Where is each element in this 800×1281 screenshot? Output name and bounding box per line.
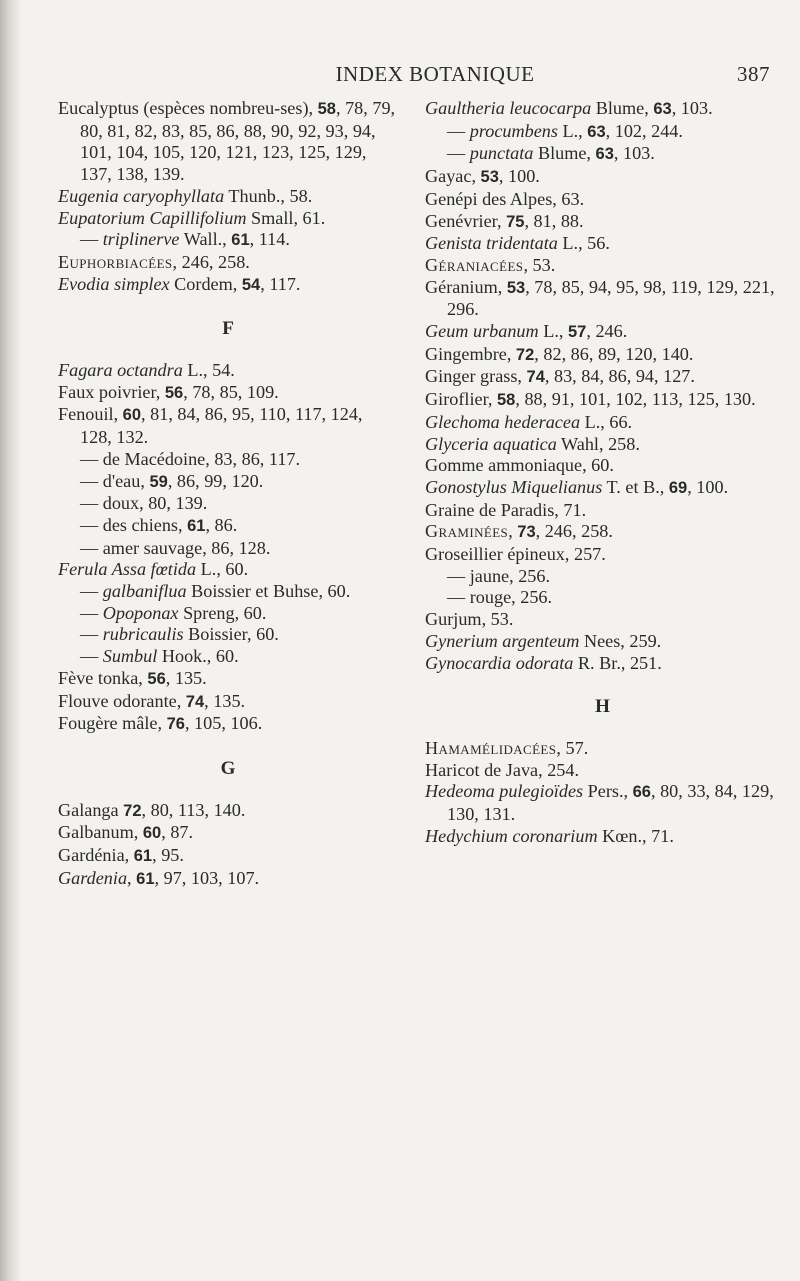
index-subentry: — amer sauvage, 86, 128. — [80, 537, 271, 558]
index-subentry: — rouge, 256. — [447, 587, 553, 608]
index-entry: Fenouil, 60, 81, 84, 86, 95, 110, 117, 124, 128, 132. — [58, 404, 363, 448]
index-entry: Galanga 72, 80, 113, 140. — [58, 799, 246, 820]
index-entry: Gardénia, 61, 95. — [58, 845, 184, 866]
index-subentry: — doux, 80, 139. — [80, 493, 208, 514]
index-entry: Evodia simplex Cordem, 54, 117. — [58, 273, 301, 294]
index-entry: Ginger grass, 74, 83, 84, 86, 94, 127. — [425, 366, 695, 387]
index-entry: Gonostylus Miquelianus T. et B., 69, 100. — [425, 476, 729, 497]
index-entry: Glyceria aquatica Wahl, 258. — [425, 433, 640, 454]
index-entry: Géranium, 53, 78, 85, 94, 95, 98, 119, 129, 221, 296. — [425, 276, 775, 320]
index-entry: Gynocardia odorata R. Br., 251. — [425, 652, 662, 673]
section-letter-f: F — [222, 318, 234, 340]
section-letter-h: H — [595, 696, 610, 718]
index-entry: Faux poivrier, 56, 78, 85, 109. — [58, 381, 279, 402]
index-entry: Genista tridentata L., 56. — [425, 233, 610, 254]
index-entry: Eucalyptus (espèces nombreu-ses), 58, 78, 79, 80, 81, 82, 83, 85, 86, 88, 90, 92, 93, 94, 101, 104, 105, 120, 121, 123, 125, 129, 137, 138, 139. — [58, 98, 396, 185]
index-entry: Gayac, 53, 100. — [425, 166, 540, 187]
left-column — [58, 98, 398, 891]
index-entry: Fagara octandra L., 54. — [58, 360, 235, 381]
page-header — [60, 62, 770, 94]
page-edge-shadow — [0, 0, 22, 1281]
index-subentry: — de Macédoine, 83, 86, 117. — [80, 448, 301, 469]
index-subentry: — Sumbul Hook., 60. — [80, 646, 239, 667]
index-entry: Gaultheria leucocarpa Blume, 63, 103. — [425, 98, 713, 118]
index-subentry: — des chiens, 61, 86. — [80, 514, 238, 535]
index-entry: Ferula Assa fœtida L., 60. — [58, 559, 249, 580]
index-entry: Fève tonka, 56, 135. — [58, 667, 207, 688]
index-entry: Flouve odorante, 74, 135. — [58, 690, 246, 711]
index-entry: Eupatorium Capillifolium Small, 61. — [58, 207, 326, 228]
section-letter-g: G — [220, 757, 236, 779]
index-subentry: — d'eau, 59, 86, 99, 120. — [80, 470, 264, 491]
page-number: 387 — [737, 62, 770, 86]
index-entry: Gardenia, 61, 97, 103, 107. — [58, 867, 260, 888]
index-entry: Haricot de Java, 254. — [425, 759, 580, 780]
index-subentry: — triplinerve Wall., 61, 114. — [80, 229, 290, 250]
index-entry: Gynerium argenteum Nees, 259. — [425, 630, 662, 651]
index-entry: Gurjum, 53. — [425, 609, 514, 630]
index-entry: Galbanum, 60, 87. — [58, 822, 194, 843]
index-entry: Groseillier épineux, 257. — [425, 544, 606, 565]
index-entry: Fougère mâle, 76, 105, 106. — [58, 713, 263, 734]
index-entry: Gomme ammoniaque, 60. — [425, 455, 614, 476]
index-subentry: — jaune, 256. — [447, 565, 551, 586]
index-entry: Glechoma hederacea L., 66. — [425, 411, 633, 432]
index-subentry: — rubricaulis Boissier, 60. — [80, 624, 279, 645]
index-entry: Hedychium coronarium Kœn., 71. — [425, 825, 674, 846]
index-entry: Genépi des Alpes, 63. — [425, 188, 585, 209]
running-title: INDEX BOTANIQUE — [335, 62, 535, 86]
index-subentry: — punctata Blume, 63, 103. — [447, 143, 655, 164]
index-entry: Eugenia caryophyllata Thunb., 58. — [58, 185, 313, 206]
index-entry: Euphorbiacées, 246, 258. — [58, 251, 250, 272]
index-entry: Géraniacées, 53. — [425, 254, 556, 275]
index-entry: Hedeoma pulegioïdes Pers., 66, 80, 33, 84, 129, 130, 131. — [425, 781, 774, 825]
index-subentry: — galbaniflua Boissier et Buhse, 60. — [80, 581, 351, 602]
index-entry: Graminées, 73, 246, 258. — [425, 521, 613, 542]
index-subentry: — Opoponax Spreng, 60. — [80, 602, 267, 623]
index-entry: Graine de Paradis, 71. — [425, 499, 587, 520]
index-entry: Geum urbanum L., 57, 246. — [425, 321, 628, 342]
index-entry: Hamamélidacées, 57. — [425, 737, 589, 758]
right-column — [425, 98, 780, 848]
index-entry: Gingembre, 72, 82, 86, 89, 120, 140. — [425, 343, 694, 364]
index-entry: Genévrier, 75, 81, 88. — [425, 210, 584, 231]
index-subentry: — procumbens L., 63, 102, 244. — [447, 120, 683, 141]
index-entry: Giroflier, 58, 88, 91, 101, 102, 113, 125, 130. — [425, 389, 756, 410]
